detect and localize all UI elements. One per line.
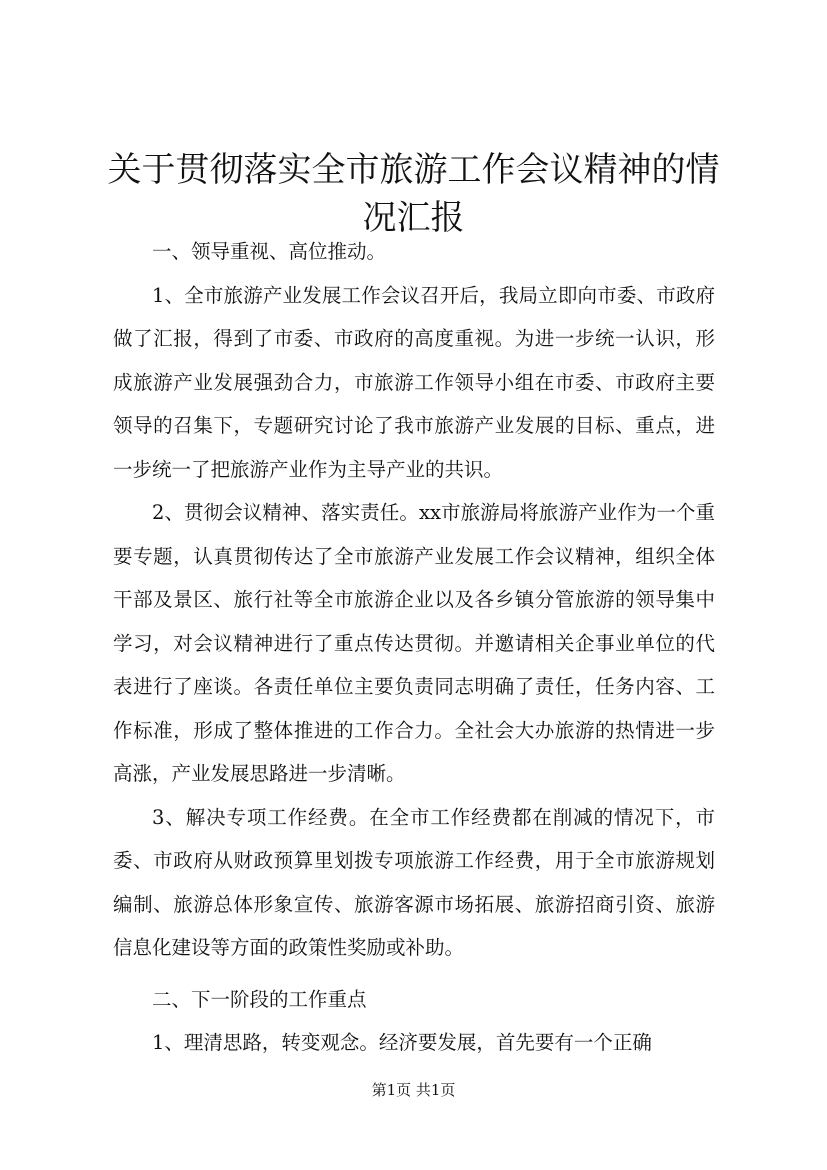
document-body [113, 230, 715, 1065]
paragraph-1: 1、全市旅游产业发展工作会议召开后，我局立即向市委、市政府做了汇报，得到了市委、市政府的高度重视。为进一步统一认识，形成旅游产业发展强劲合力，市旅游工作领导小组在市委、市政府主要领导的召集下，专题研究讨论了我市旅游产业发展的目标、重点，进一步统一了把旅游产业作为主导产业的共识。 [113, 283, 715, 481]
section-heading-2: 二、下一阶段的工作重点 [152, 987, 367, 1011]
page-footer: 第1页 共1页 [371, 1081, 456, 1099]
section-heading-1: 一、领导重视、高位推动。 [152, 240, 387, 263]
document-title: 关于贯彻落实全市旅游工作会议精神的情况汇报 [107, 150, 720, 238]
paragraph-3: 3、解决专项工作经费。在全市工作经费都在削减的情况下，市委、市政府从财政预算里划拨专项旅游工作经费，用于全市旅游规划编制、旅游总体形象宣传、旅游客源市场拓展、旅游招商引资、旅游信息化建设等方面的政策性奖励或补助。 [113, 805, 715, 959]
paragraph-2: 2、贯彻会议精神、落实责任。xx市旅游局将旅游产业作为一个重要专题，认真贯彻传达了全市旅游产业发展工作会议精神，组织全体干部及景区、旅行社等全市旅游企业以及各乡镇分管旅游的领导集中学习，对会议精神进行了重点传达贯彻。并邀请相关企事业单位的代表进行了座谈。各责任单位主要负责同志明确了责任，任务内容、工作标准，形成了整体推进的工作合力。全社会大办旅游的热情进一步高涨，产业发展思路进一步清晰。 [113, 501, 715, 785]
paragraph-4: 1、理清思路，转变观念。经济要发展，首先要有一个正确 [152, 1031, 652, 1054]
